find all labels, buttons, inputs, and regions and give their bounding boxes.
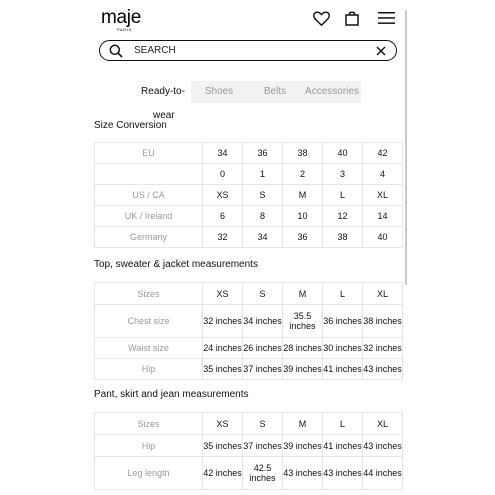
category-tabs [135,81,361,103]
table-cell: 30 inches [323,338,363,359]
table-cell: 1 [243,164,283,185]
table-cell: 12 [323,206,363,227]
table-row [95,143,403,164]
size-conversion-table [94,142,403,248]
tab-accessories[interactable]: Accessories [305,86,359,97]
table-cell: S [243,185,283,206]
table-cell: 32 [203,227,243,248]
table-row [95,359,403,380]
table-cell: 39 inches [283,435,323,457]
table-cell: 32 inches [203,305,243,338]
logo-subtitle: PARIS [117,27,132,32]
pant-measurements-table [94,412,403,490]
table-cell: 35.5 inches [283,305,323,338]
table-cell: 4 [363,164,403,185]
table-cell: XS [203,185,243,206]
scrollbar[interactable] [405,10,407,285]
table-cell: 42.5 inches [243,457,283,490]
table-cell: 37 inches [243,435,283,457]
table-row [95,305,403,338]
table-cell: 34 inches [243,305,283,338]
search-icon[interactable] [109,44,123,58]
table-cell: L [323,413,363,435]
table-cell: 38 [323,227,363,248]
header [0,0,495,40]
table-cell: L [323,283,363,305]
row-label: Leg length [95,457,203,490]
table-cell: M [283,185,323,206]
table-cell: 36 [283,227,323,248]
table-cell: 28 inches [283,338,323,359]
table-cell: M [283,283,323,305]
table-row [95,206,403,227]
table-cell: 44 inches [363,457,403,490]
search-bar [99,40,397,61]
table-row [95,457,403,490]
table-cell: 34 [243,227,283,248]
table-cell: 40 [363,227,403,248]
pant-measurements-title: Pant, skirt and jean measurements [94,389,249,400]
table-cell: XS [203,283,243,305]
row-label: Hip [95,435,203,457]
table-cell: 41 inches [323,435,363,457]
row-label: Chest size [95,305,203,338]
table-cell: 37 inches [243,359,283,380]
table-cell: 36 inches [323,305,363,338]
table-cell: 39 inches [283,359,323,380]
table-cell: 14 [363,206,403,227]
table-row [95,435,403,457]
table-row [95,164,403,185]
table-cell: 10 [283,206,323,227]
table-cell: 41 inches [323,359,363,380]
table-cell: 6 [203,206,243,227]
table-row [95,413,403,435]
table-cell: XL [363,413,403,435]
tab-shoes[interactable]: Shoes [204,86,234,97]
row-label: Germany [95,227,203,248]
table-cell: 0 [203,164,243,185]
maje-logo[interactable] [101,8,141,32]
table-cell: 8 [243,206,283,227]
table-cell: 43 inches [323,457,363,490]
table-cell: S [243,413,283,435]
table-cell: 43 inches [283,457,323,490]
top-measurements-title: Top, sweater & jacket measurements [94,259,258,270]
table-row [95,227,403,248]
table-cell: XL [363,283,403,305]
tab-belts[interactable]: Belts [263,86,287,97]
row-label: Sizes [95,413,203,435]
table-cell: 2 [283,164,323,185]
table-cell: 24 inches [203,338,243,359]
search-input[interactable] [134,43,354,58]
top-measurements-table [94,282,403,380]
row-label: Waist size [95,338,203,359]
table-cell: 40 [323,143,363,164]
table-row [95,338,403,359]
close-icon[interactable] [375,44,387,56]
table-cell: 43 inches [363,435,403,457]
table-cell: M [283,413,323,435]
table-row [95,185,403,206]
table-cell: XS [203,413,243,435]
table-cell: 38 [283,143,323,164]
table-cell: 34 [203,143,243,164]
row-label: UK / Ireland [95,206,203,227]
row-label: EU [95,143,203,164]
row-label: US / CA [95,185,203,206]
table-row [95,283,403,305]
table-cell: 36 [243,143,283,164]
row-label [95,164,203,185]
table-cell: 42 inches [203,457,243,490]
logo-wordmark: maje [101,7,141,28]
row-label: Sizes [95,283,203,305]
table-cell: 32 inches [363,338,403,359]
size-conversion-title: Size Conversion [94,120,167,131]
table-cell: 43 inches [363,359,403,380]
table-cell: 35 inches [203,359,243,380]
menu-icon[interactable] [377,9,395,27]
heart-icon[interactable] [312,9,330,27]
table-cell: XL [363,185,403,206]
table-cell: S [243,283,283,305]
table-cell: L [323,185,363,206]
table-cell: 26 inches [243,338,283,359]
table-cell: 38 inches [363,305,403,338]
tab-label-wrap: wear [153,110,175,121]
tab-ready-to-wear[interactable]: Ready-to- [135,81,191,103]
table-cell: 3 [323,164,363,185]
shopping-bag-icon[interactable] [343,9,361,27]
table-cell: 35 inches [203,435,243,457]
table-cell: 42 [363,143,403,164]
row-label: Hip [95,359,203,380]
